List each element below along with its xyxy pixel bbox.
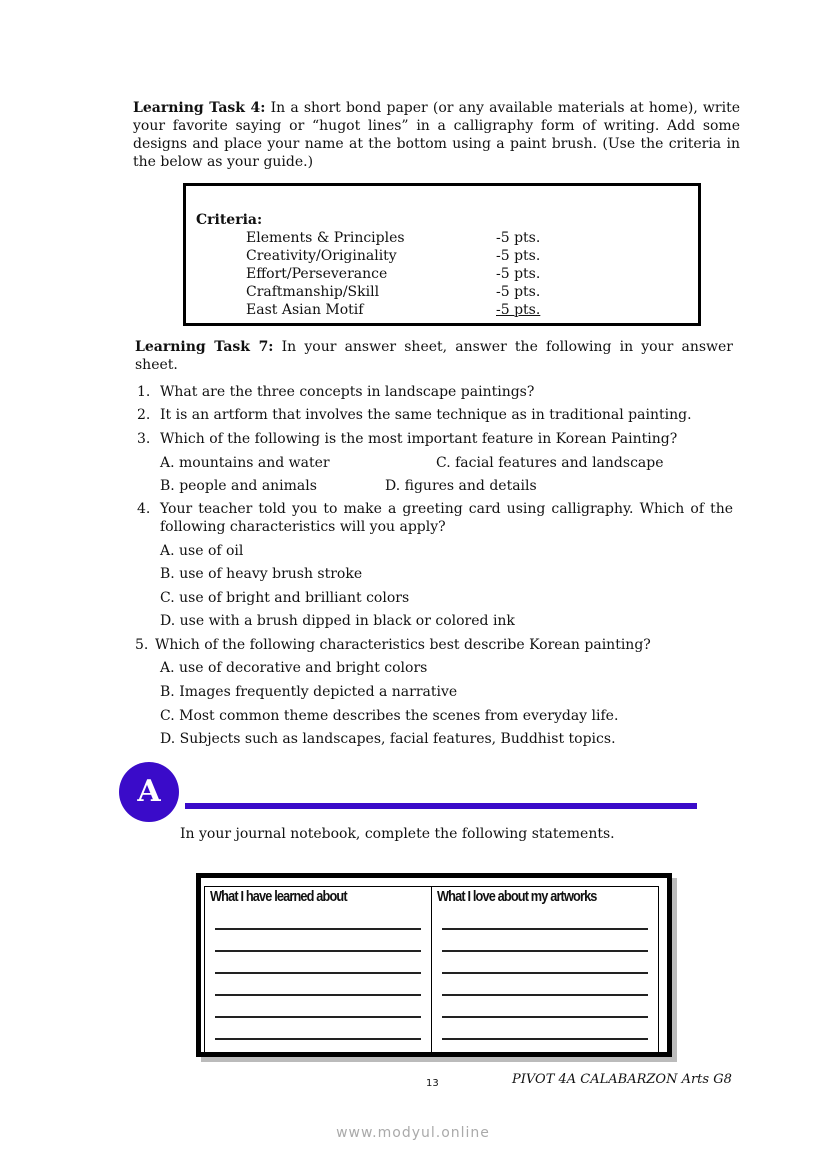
question-number: 5. bbox=[135, 637, 149, 653]
option: D. figures and details bbox=[385, 478, 537, 494]
question-text: Which of the following characteristics best describe Korean painting? bbox=[155, 637, 651, 653]
task-text: In your answer sheet, answer the following in your answer sheet. bbox=[135, 339, 733, 373]
option: C. facial features and landscape bbox=[436, 455, 664, 471]
task-text: In a short bond paper (or any available materials at home), write your favorite saying or “hugot lines” in a calligraphy form of writing. Add some designs and place your name at the bottom using a paint brush. (Use the criteria in the below as your guide.) bbox=[133, 100, 741, 170]
question-number: 4. bbox=[137, 501, 151, 517]
criteria-pts: -5 pts. bbox=[496, 248, 541, 264]
answer-line[interactable] bbox=[215, 928, 421, 930]
answer-line[interactable] bbox=[442, 950, 648, 952]
criteria-box bbox=[183, 183, 701, 326]
criteria-item: Effort/Perseverance bbox=[246, 266, 388, 282]
page-number: 13 bbox=[426, 1078, 439, 1089]
criteria-item: Creativity/Originality bbox=[246, 248, 397, 264]
question-text: It is an artform that involves the same technique as in traditional painting. bbox=[160, 407, 692, 423]
question-number: 1. bbox=[137, 384, 151, 400]
section-badge: A bbox=[119, 762, 179, 822]
answer-line[interactable] bbox=[442, 1016, 648, 1018]
answer-line[interactable] bbox=[215, 972, 421, 974]
criteria-pts: -5 pts. bbox=[496, 302, 541, 318]
task-label: Learning Task 4: bbox=[133, 100, 266, 116]
answer-line[interactable] bbox=[442, 994, 648, 996]
option: B. people and animals bbox=[160, 478, 317, 494]
answer-line[interactable] bbox=[215, 994, 421, 996]
criteria-pts: -5 pts. bbox=[496, 284, 541, 300]
criteria-item: Elements & Principles bbox=[246, 230, 405, 246]
criteria-pts: -5 pts. bbox=[496, 230, 541, 246]
journal-table bbox=[196, 873, 672, 1057]
criteria-item: Craftmanship/Skill bbox=[246, 284, 380, 300]
column-love bbox=[431, 887, 658, 1052]
criteria-pts: -5 pts. bbox=[496, 266, 541, 282]
question-text: What are the three concepts in landscape paintings? bbox=[160, 384, 535, 400]
criteria-item: East Asian Motif bbox=[246, 302, 364, 318]
question-number: 2. bbox=[137, 407, 151, 423]
option: A. use of decorative and bright colors bbox=[160, 660, 428, 676]
answer-line[interactable] bbox=[215, 1038, 421, 1040]
watermark: www.modyul.online bbox=[336, 1125, 490, 1141]
criteria-title: Criteria: bbox=[196, 212, 263, 228]
column-header: What I love about my artworks bbox=[437, 888, 597, 905]
question-text: Your teacher told you to make a greeting card using calligraphy. Which of the following characteristics will you apply? bbox=[160, 501, 733, 535]
task-label: Learning Task 7: bbox=[135, 339, 274, 355]
column-learned bbox=[205, 887, 431, 1052]
answer-line[interactable] bbox=[442, 972, 648, 974]
option: C. use of bright and brilliant colors bbox=[160, 590, 410, 606]
answer-line[interactable] bbox=[442, 1038, 648, 1040]
question-number: 3. bbox=[137, 431, 151, 447]
question-text: Which of the following is the most important feature in Korean Painting? bbox=[160, 431, 678, 447]
option: B. Images frequently depicted a narrative bbox=[160, 684, 458, 700]
learning-task-7 bbox=[135, 338, 733, 374]
option: D. Subjects such as landscapes, facial features, Buddhist topics. bbox=[160, 731, 616, 747]
answer-line[interactable] bbox=[442, 928, 648, 930]
option: C. Most common theme describes the scenes from everyday life. bbox=[160, 708, 619, 724]
footer-title: PIVOT 4A CALABARZON Arts G8 bbox=[512, 1072, 732, 1087]
option: A. mountains and water bbox=[160, 455, 330, 471]
column-header: What I have learned about bbox=[210, 888, 347, 905]
option: B. use of heavy brush stroke bbox=[160, 566, 363, 582]
journal-instruction: In your journal notebook, complete the following statements. bbox=[180, 826, 615, 842]
option: D. use with a brush dipped in black or colored ink bbox=[160, 613, 515, 629]
section-divider bbox=[185, 803, 697, 809]
answer-line[interactable] bbox=[215, 1016, 421, 1018]
answer-line[interactable] bbox=[215, 950, 421, 952]
option: A. use of oil bbox=[160, 543, 244, 559]
learning-task-4 bbox=[133, 99, 740, 171]
